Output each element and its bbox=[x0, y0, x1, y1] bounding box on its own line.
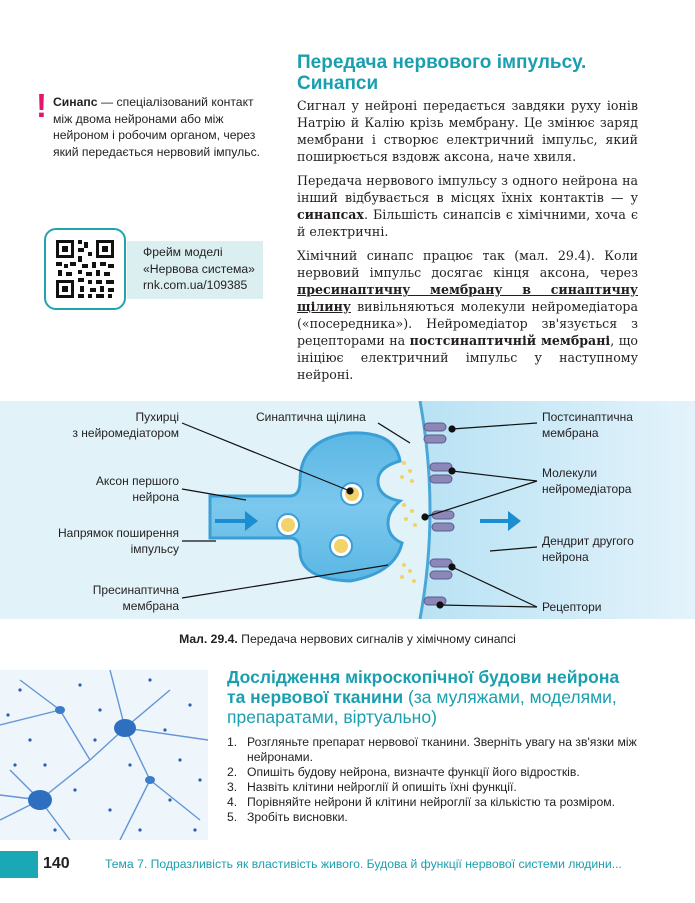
label-dendrite-l2: нейрона bbox=[542, 550, 589, 564]
label-presynaptic bbox=[93, 582, 179, 614]
label-presyn-l2: мембрана bbox=[122, 599, 179, 613]
step-number: 1. bbox=[227, 735, 238, 749]
p3-end: , що ініціює електричний імпульс у наступному нейроні. bbox=[297, 333, 639, 382]
step-text: Опишіть будову нейрона, визначте функції його відростків. bbox=[247, 765, 580, 779]
step-text: Порівняйте нейрони й клітини нейроглії за кількістю та розміром. bbox=[247, 795, 615, 809]
step-text: Зробіть висновки. bbox=[247, 810, 348, 824]
step-number: 5. bbox=[227, 810, 238, 824]
label-molecules bbox=[542, 465, 631, 497]
label-postsyn-l2: мембрана bbox=[542, 426, 599, 440]
qr-code[interactable] bbox=[44, 228, 126, 310]
lab-title-line2 bbox=[227, 687, 667, 707]
qr-label-link[interactable]: rnk.com.ua/109385 bbox=[143, 278, 248, 292]
section-title-line1: Передача нервового імпульсу. bbox=[297, 52, 587, 73]
p2-end: . Більшість синапсів є хімічними, хоча є й електричні. bbox=[297, 207, 638, 239]
section-title bbox=[297, 52, 677, 94]
label-vesicles-l1: Пухирці bbox=[135, 410, 179, 424]
term-definition: — спеціалізований контакт між двома нейронами або між нейроном і робочим органом, через який передається нервовий імпульс. bbox=[53, 95, 261, 159]
qr-label-line2: «Нервова система» bbox=[143, 261, 255, 276]
list-item bbox=[227, 780, 647, 795]
step-number: 3. bbox=[227, 780, 238, 794]
step-number: 2. bbox=[227, 765, 238, 779]
step-text: Назвіть клітини нейроглії й опишіть їхні функції. bbox=[247, 780, 517, 794]
label-axon-l2: нейрона bbox=[132, 490, 179, 504]
label-dendrite-l1: Дендрит другого bbox=[542, 534, 634, 548]
label-molecules-l2: нейромедіатора bbox=[542, 482, 632, 496]
lab-title-line1: Дослідження мікроскопічної будови нейрона bbox=[227, 667, 620, 687]
p3-start: Хімічний синапс працює так (мал. 29.4). Коли нервовий імпульс досягає кінця аксона, через bbox=[297, 248, 638, 280]
axon-terminal-shape bbox=[210, 433, 402, 581]
p2-bold: синапсах bbox=[297, 207, 364, 222]
neurotransmitter-molecules bbox=[400, 461, 417, 583]
term-definition-note bbox=[53, 94, 268, 160]
label-direction-l2: імпульсу bbox=[130, 542, 179, 556]
label-axon bbox=[96, 473, 179, 505]
label-vesicles bbox=[72, 409, 179, 441]
running-footer: Тема 7. Подразливість як властивість живого. Будова й функції нервової системи людини... bbox=[105, 857, 622, 871]
footer-accent-bar bbox=[0, 851, 38, 878]
synapse-figure bbox=[0, 401, 695, 619]
paragraph-2 bbox=[297, 172, 638, 240]
label-molecules-l1: Молекули bbox=[542, 466, 598, 480]
exclamation-icon: ! bbox=[36, 87, 47, 124]
qr-code-icon bbox=[46, 230, 124, 308]
figure-caption bbox=[0, 632, 695, 646]
list-item bbox=[227, 765, 647, 780]
paragraph-1: Сигнал у нейроні передається завдяки руху іонів Натрію й Калію крізь мембрану. Це змінює заряд мембрани і створює електричний імпульс, який поширюється вздовж аксона, наче хвиля. bbox=[297, 98, 638, 164]
caption-number: Мал. 29.4. bbox=[179, 632, 238, 646]
p3-bold2: постсинаптичній мембрані bbox=[409, 333, 611, 348]
label-direction bbox=[58, 525, 179, 557]
p3-bold1: пресинаптичну мембрану в синаптичну щілину bbox=[297, 282, 638, 314]
term: Синапс bbox=[53, 95, 98, 109]
p3-mid: вивільняються молекули нейромедіатора («посередника»). Нейромедіатор зв'язується з рецепторами на bbox=[297, 299, 638, 348]
label-receptors: Рецептори bbox=[542, 600, 602, 614]
list-item bbox=[227, 810, 647, 825]
label-axon-l1: Аксон першого bbox=[95, 474, 179, 488]
label-direction-l1: Напрямок поширення bbox=[58, 526, 179, 540]
lab-title-line2-bold: та нервової тканини bbox=[227, 687, 404, 707]
p2-start: Передача нервового імпульсу з одного нейрона на інший відбувається в місцях їхніх контактів — у bbox=[297, 173, 638, 205]
section-title-line2: Синапси bbox=[297, 73, 379, 94]
paragraph-3 bbox=[297, 247, 638, 383]
qr-label-line1: Фрейм моделі bbox=[143, 245, 223, 259]
list-item bbox=[227, 795, 647, 810]
label-vesicles-l2: з нейромедіатором bbox=[72, 426, 179, 440]
neuron-micrograph-image bbox=[0, 670, 208, 840]
label-presyn-l1: Пресинаптична bbox=[92, 583, 179, 597]
label-cleft: Синаптична щілина bbox=[256, 410, 366, 424]
step-text: Розгляньте препарат нервової тканини. Зверніть увагу на зв'язки між нейронами. bbox=[247, 735, 637, 764]
lab-steps bbox=[227, 735, 647, 825]
step-number: 4. bbox=[227, 795, 238, 809]
lab-title-line2-normal: (за муляжами, моделями, bbox=[403, 687, 617, 707]
list-item bbox=[227, 735, 647, 765]
label-postsyn-l1: Постсинаптична bbox=[542, 410, 633, 424]
page-number: 140 bbox=[43, 855, 70, 872]
neuron-micrograph bbox=[0, 670, 208, 840]
qr-label bbox=[127, 241, 263, 299]
label-dendrite bbox=[542, 533, 634, 565]
caption-text: Передача нервових сигналів у хімічному синапсі bbox=[237, 632, 516, 646]
lab-title-line3: препаратами, віртуально) bbox=[227, 707, 437, 727]
label-postsynaptic bbox=[542, 409, 633, 441]
lab-title bbox=[227, 667, 667, 727]
